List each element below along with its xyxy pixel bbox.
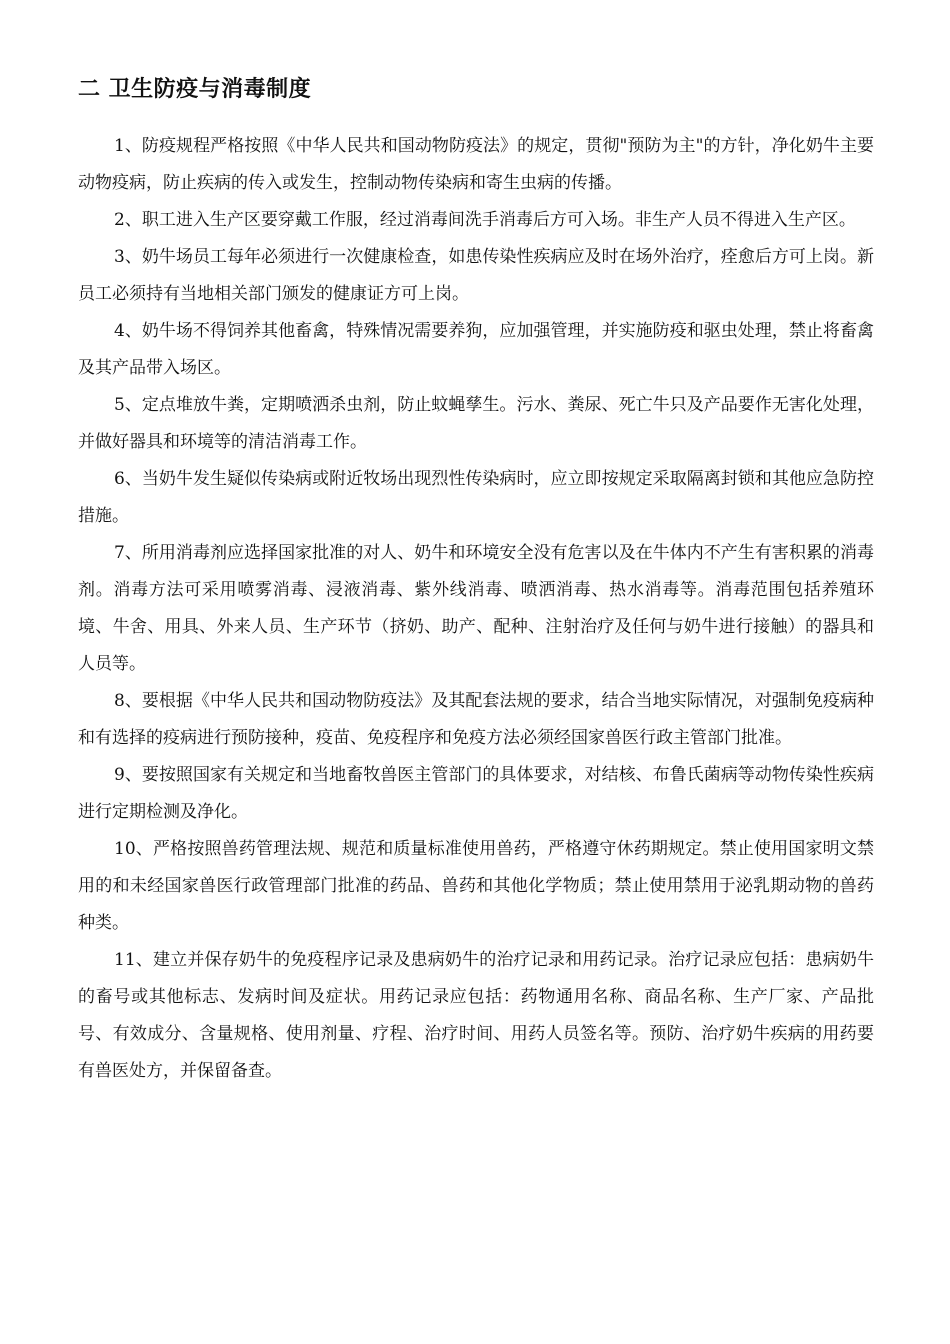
paragraph-3: 3、奶牛场员工每年必须进行一次健康检查，如患传染性疾病应及时在场外治疗，痊愈后方可上岗。新员工必须持有当地相关部门颁发的健康证方可上岗。 bbox=[78, 247, 874, 304]
paragraph-6: 6、当奶牛发生疑似传染病或附近牧场出现烈性传染病时，应立即按规定采取隔离封锁和其他应急防控措施。 bbox=[78, 469, 874, 526]
paragraph-8: 8、要根据《中华人民共和国动物防疫法》及其配套法规的要求，结合当地实际情况，对强制免疫病种和有选择的疫病进行预防接种，疫苗、免疫程序和免疫方法必须经国家兽医行政主管部门批准。 bbox=[78, 691, 874, 748]
paragraph-1: 1、防疫规程严格按照《中华人民共和国动物防疫法》的规定，贯彻"预防为主"的方针，净化奶牛主要动物疫病，防止疾病的传入或发生，控制动物传染病和寄生虫病的传播。 bbox=[78, 136, 874, 193]
paragraph-11: 11、建立并保存奶牛的免疫程序记录及患病奶牛的治疗记录和用药记录。治疗记录应包括：患病奶牛的畜号或其他标志、发病时间及症状。用药记录应包括：药物通用名称、商品名称、生产厂家、产品批号、有效成分、含量规格、使用剂量、疗程、治疗时间、用药人员签名等。预防、治疗奶牛疾病的用药要有兽医处方，并保留备查。 bbox=[78, 950, 874, 1081]
paragraph-5: 5、定点堆放牛粪，定期喷洒杀虫剂，防止蚊蝇孳生。污水、粪尿、死亡牛只及产品要作无害化处理，并做好器具和环境等的清洁消毒工作。 bbox=[78, 395, 874, 452]
paragraph-9: 9、要按照国家有关规定和当地畜牧兽医主管部门的具体要求，对结核、布鲁氏菌病等动物传染性疾病进行定期检测及净化。 bbox=[78, 765, 874, 822]
paragraph-2: 2、职工进入生产区要穿戴工作服，经过消毒间洗手消毒后方可入场。非生产人员不得进入生产区。 bbox=[114, 210, 856, 230]
paragraph-4: 4、奶牛场不得饲养其他畜禽，特殊情况需要养狗，应加强管理，并实施防疫和驱虫处理，禁止将畜禽及其产品带入场区。 bbox=[78, 321, 874, 378]
paragraph-7: 7、所用消毒剂应选择国家批准的对人、奶牛和环境安全没有危害以及在牛体内不产生有害积累的消毒剂。消毒方法可采用喷雾消毒、浸液消毒、紫外线消毒、喷洒消毒、热水消毒等。消毒范围包括养殖环境、牛舍、用具、外来人员、生产环节（挤奶、助产、配种、注射治疗及任何与奶牛进行接触）的器具和人员等。 bbox=[78, 543, 874, 674]
paragraph-10: 10、严格按照兽药管理法规、规范和质量标准使用兽药，严格遵守休药期规定。禁止使用国家明文禁用的和未经国家兽医行政管理部门批准的药品、兽药和其他化学物质；禁止使用禁用于泌乳期动物的兽药种类。 bbox=[78, 839, 874, 933]
document-page bbox=[78, 74, 874, 1090]
section-title: 二 卫生防疫与消毒制度 bbox=[78, 77, 312, 102]
